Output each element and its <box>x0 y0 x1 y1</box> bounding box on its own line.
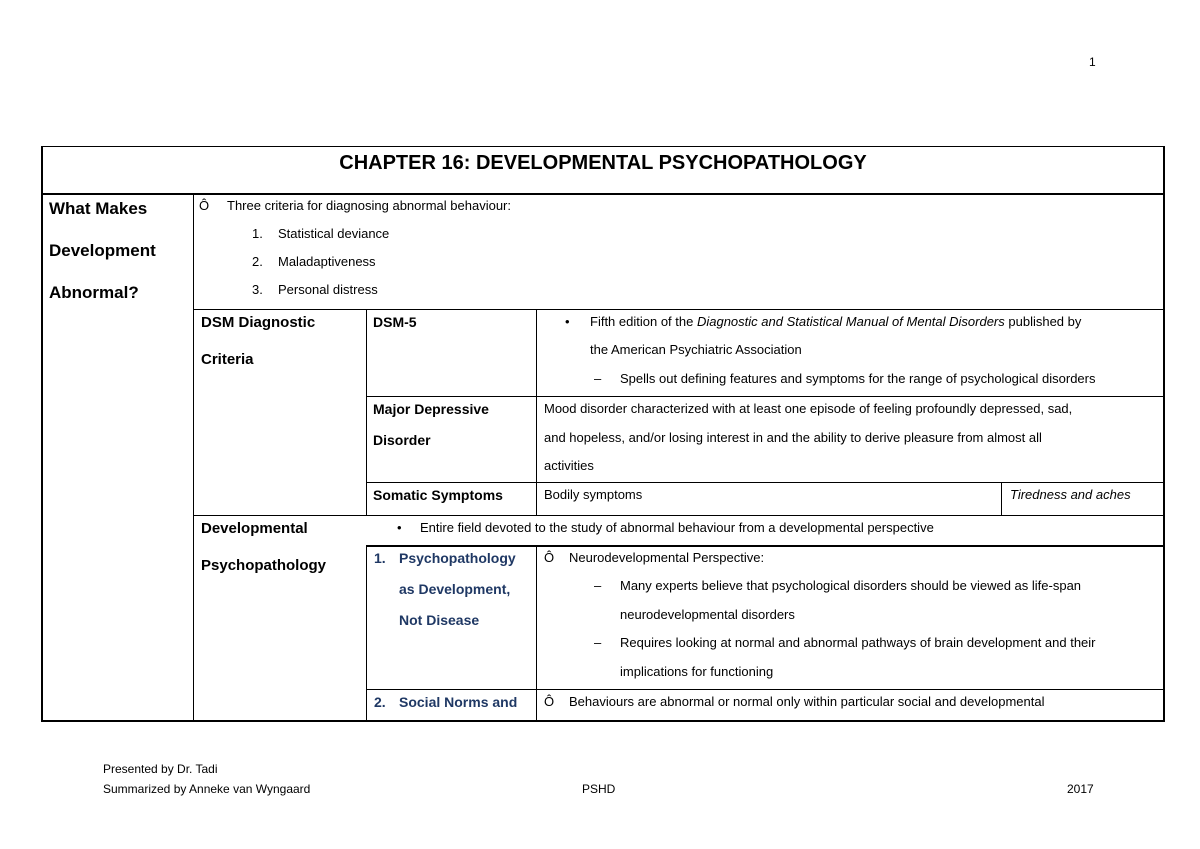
dash-marker: – <box>594 635 602 650</box>
item-label-line: as Development, <box>399 581 511 597</box>
footer-summarizer: Summarized by Anneke van Wyngaard <box>103 782 311 796</box>
bullet-symbol: Ô <box>544 694 555 709</box>
item-number: 2. <box>374 694 386 710</box>
item-label: Social Norms and <box>399 694 518 710</box>
criteria-item: Statistical deviance <box>278 226 390 241</box>
perspective-heading: Neurodevelopmental Perspective: <box>569 550 765 565</box>
criteria-number: 1. <box>252 226 263 241</box>
dsm-heading-line: Criteria <box>201 351 254 368</box>
dsm5-definition-line1: Fifth edition of the Diagnostic and Statistical Manual of Mental Disorders published by <box>590 314 1082 329</box>
somatic-example: Tiredness and aches <box>1010 487 1131 502</box>
mdd-definition-line: Mood disorder characterized with at least one episode of feeling profoundly depressed, sad, <box>544 401 1073 416</box>
criteria-number: 3. <box>252 282 263 297</box>
dash-marker: – <box>594 578 602 593</box>
term-somatic: Somatic Symptoms <box>373 487 503 503</box>
perspective-sub-line: implications for functioning <box>620 664 774 679</box>
devpsych-heading-line: Psychopathology <box>201 557 327 574</box>
bullet-dot: • <box>565 314 570 329</box>
footer-presenter: Presented by Dr. Tadi <box>103 762 218 776</box>
dash-marker: – <box>594 371 602 386</box>
footer-course: PSHD <box>582 782 616 796</box>
perspective-sub-line: Requires looking at normal and abnormal pathways of brain development and their <box>620 635 1096 650</box>
mdd-definition-line: and hopeless, and/or losing interest in and the ability to derive pleasure from almost all <box>544 430 1042 445</box>
dsm5-sub-point: Spells out defining features and symptoms for the range of psychological disorders <box>620 371 1096 386</box>
footer-year: 2017 <box>1067 782 1094 796</box>
item-number: 1. <box>374 550 386 566</box>
criteria-intro: Three criteria for diagnosing abnormal behaviour: <box>227 198 511 213</box>
devpsych-heading-line: Developmental <box>201 520 308 537</box>
item-label-line: Psychopathology <box>399 550 516 566</box>
perspective-sub-line: neurodevelopmental disorders <box>620 607 795 622</box>
section-heading-line: What Makes <box>49 199 148 218</box>
criteria-item: Personal distress <box>278 282 378 297</box>
item-label-line: Not Disease <box>399 612 480 628</box>
dsm5-definition-line2: the American Psychiatric Association <box>590 342 802 357</box>
devpsych-field-bullet: Entire field devoted to the study of abnormal behaviour from a developmental perspective <box>420 520 934 535</box>
bullet-symbol: Ô <box>544 550 555 565</box>
bullet-symbol: Ô <box>199 198 210 213</box>
bullet-dot: • <box>397 520 402 535</box>
page-number: 1 <box>1089 55 1096 69</box>
section-heading-line: Abnormal? <box>49 283 139 302</box>
term-dsm5: DSM-5 <box>373 314 417 330</box>
term-mdd-line: Major Depressive <box>373 401 489 417</box>
dsm-heading-line: DSM Diagnostic <box>201 314 316 331</box>
perspective-sub-line: Many experts believe that psychological disorders should be viewed as life-span <box>620 578 1082 593</box>
criteria-item: Maladaptiveness <box>278 254 376 269</box>
mdd-definition-line: activities <box>544 458 594 473</box>
page-title: CHAPTER 16: DEVELOPMENTAL PSYCHOPATHOLOGY <box>339 152 867 174</box>
section-heading-line: Development <box>49 241 156 260</box>
term-mdd-line: Disorder <box>373 432 431 448</box>
social-norms-text: Behaviours are abnormal or normal only within particular social and developmental <box>569 694 1045 709</box>
somatic-definition: Bodily symptoms <box>544 487 643 502</box>
criteria-number: 2. <box>252 254 263 269</box>
